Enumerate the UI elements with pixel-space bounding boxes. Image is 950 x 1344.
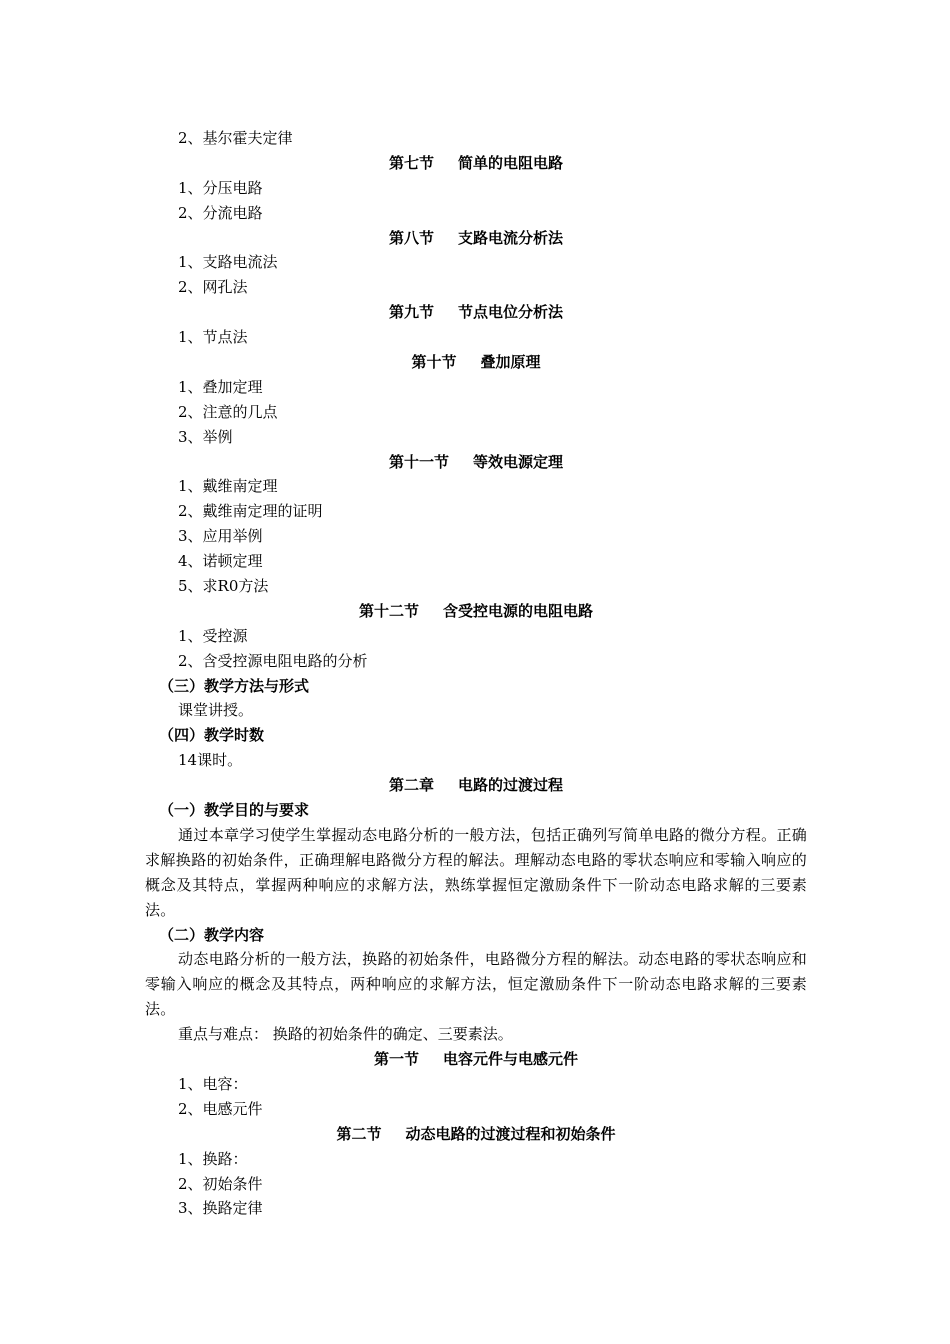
section-heading <box>145 300 807 325</box>
section-heading <box>145 151 807 176</box>
section-number: 第二章 <box>388 776 434 795</box>
list-item: 3、应用举例 <box>178 527 263 546</box>
list-item: 2、分流电路 <box>178 203 263 222</box>
text-line: 课堂讲授。 <box>178 701 254 720</box>
paragraph: 动态电路分析的一般方法，换路的初始条件，电路微分方程的解法。动态电路的零状态响应和零输入响应的概念及其特点，两种响应的求解方法，恒定激励条件下一阶动态电路求解的三要素法。 <box>145 950 807 1019</box>
text-line: 重点与难点： 换路的初始条件的确定、三要素法。 <box>178 1025 513 1044</box>
list-item: 2、戴维南定理的证明 <box>178 502 323 521</box>
list-item: 5、求R0方法 <box>178 577 269 596</box>
section-number: 第十节 <box>411 353 457 372</box>
section-heading <box>145 450 807 475</box>
list-item: 1、换路： <box>178 1149 248 1168</box>
list-item: 2、初始条件 <box>178 1174 263 1193</box>
list-item: 3、换路定律 <box>178 1199 263 1218</box>
section-title: 含受控电源的电阻电路 <box>443 601 594 620</box>
list-item: 1、叠加定理 <box>178 377 263 396</box>
subsection-heading: （四）教学时数 <box>159 726 265 745</box>
list-item: 3、举例 <box>178 427 233 446</box>
list-item: 1、分压电路 <box>178 178 263 197</box>
section-title: 支路电流分析法 <box>458 228 564 247</box>
section-number: 第二节 <box>336 1124 382 1143</box>
section-title: 电容元件与电感元件 <box>443 1050 579 1069</box>
list-item: 2、基尔霍夫定律 <box>178 129 293 147</box>
list-item: 4、诺顿定理 <box>178 552 263 571</box>
list-item: 1、电容： <box>178 1074 248 1093</box>
list-item: 1、节点法 <box>178 328 248 347</box>
section-heading <box>145 350 807 375</box>
text-line: 14课时。 <box>178 751 243 770</box>
section-title: 等效电源定理 <box>473 452 564 471</box>
section-heading <box>145 226 807 251</box>
document-body <box>145 126 807 1221</box>
list-item: 1、支路电流法 <box>178 253 278 272</box>
section-number: 第一节 <box>373 1050 419 1069</box>
section-heading <box>145 1047 807 1072</box>
list-item: 1、受控源 <box>178 626 248 645</box>
section-number: 第九节 <box>388 303 434 322</box>
list-item: 2、含受控源电阻电路的分析 <box>178 651 368 670</box>
subsection-heading: （一）教学目的与要求 <box>159 801 310 820</box>
section-number: 第十一节 <box>388 452 449 471</box>
section-title: 简单的电阻电路 <box>458 153 564 172</box>
section-heading <box>145 599 807 624</box>
section-number: 第十二节 <box>358 601 419 620</box>
list-item: 1、戴维南定理 <box>178 477 278 496</box>
section-number: 第八节 <box>388 228 434 247</box>
section-title: 动态电路的过渡过程和初始条件 <box>405 1124 616 1143</box>
paragraph: 通过本章学习使学生掌握动态电路分析的一般方法，包括正确列写简单电路的微分方程。正确求解换路的初始条件，正确理解电路微分方程的解法。理解动态电路的零状态响应和零输入响应的概念及其特点，掌握两种响应的求解方法，熟练掌握恒定激励条件下一阶动态电路求解的三要素法。 <box>145 825 807 919</box>
section-heading <box>145 773 807 798</box>
list-item: 2、注意的几点 <box>178 402 278 421</box>
list-item: 2、网孔法 <box>178 278 248 297</box>
section-heading <box>145 1122 807 1147</box>
subsection-heading: （三）教学方法与形式 <box>159 676 310 695</box>
subsection-heading: （二）教学内容 <box>159 925 265 944</box>
section-title: 叠加原理 <box>480 353 541 372</box>
section-number: 第七节 <box>388 153 434 172</box>
list-item: 2、电感元件 <box>178 1099 263 1118</box>
section-title: 节点电位分析法 <box>458 303 564 322</box>
section-title: 电路的过渡过程 <box>458 776 564 795</box>
